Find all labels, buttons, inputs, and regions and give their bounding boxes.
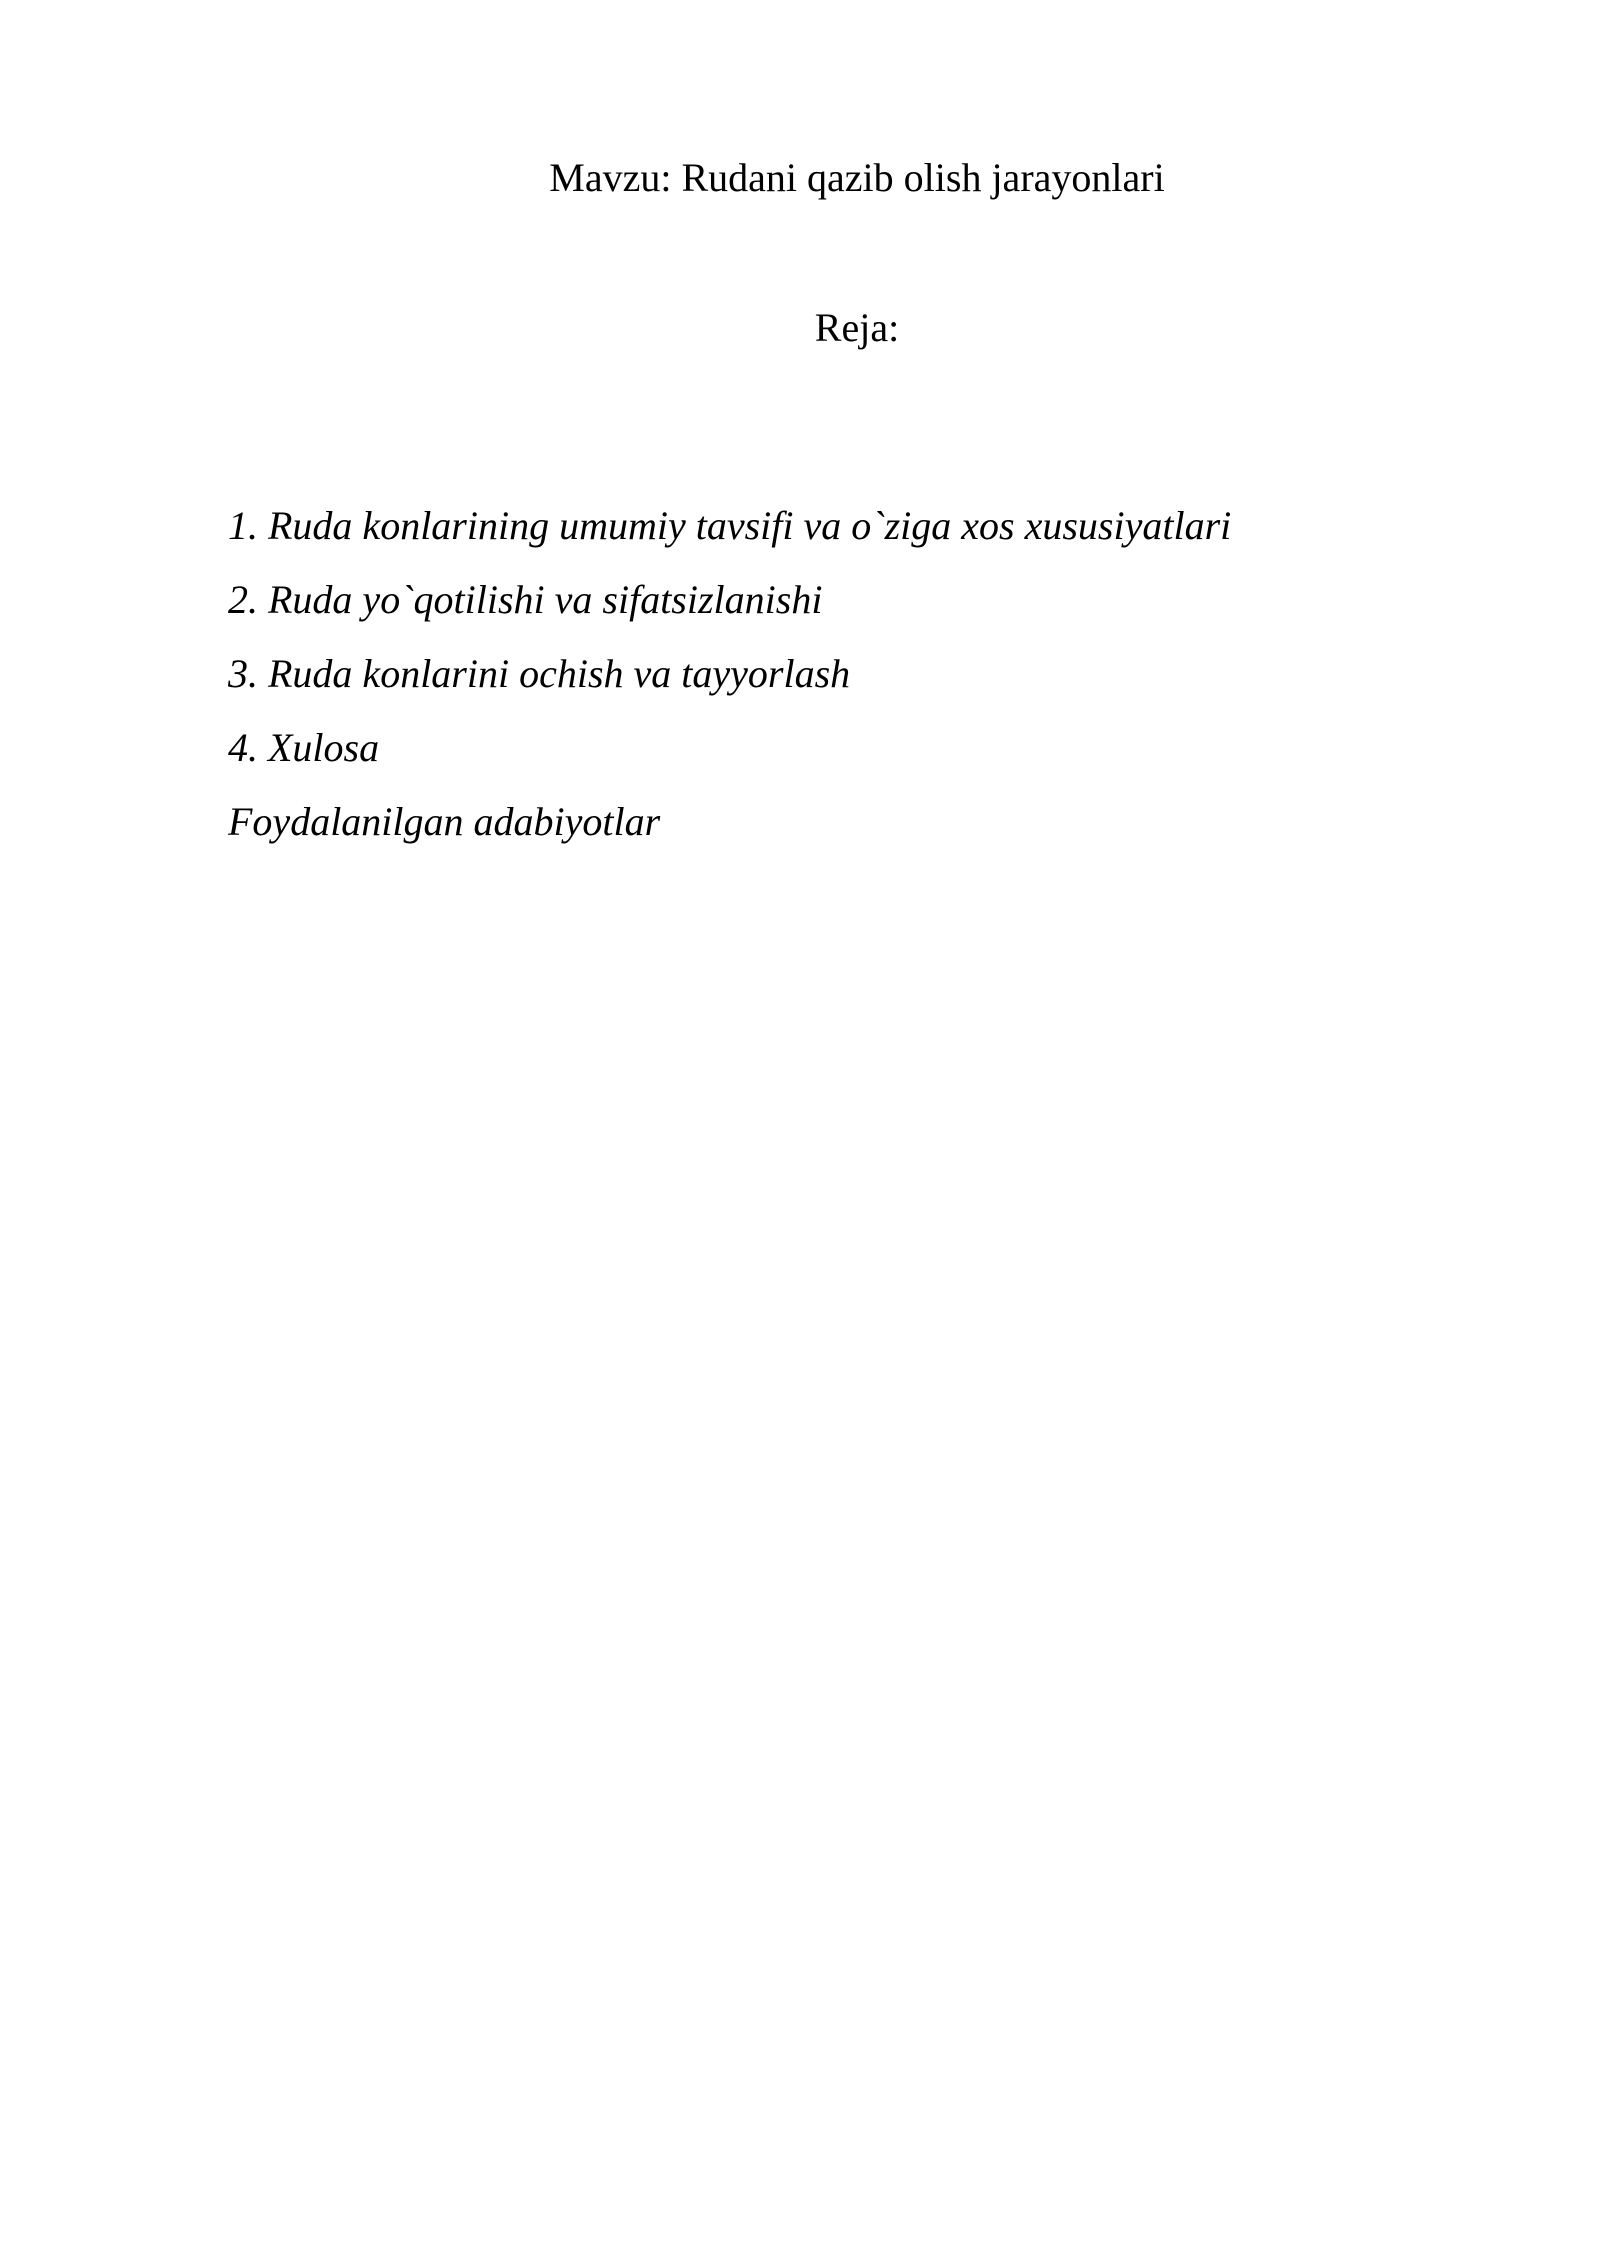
plan-item-references: Foydalanilgan adabiyotlar <box>228 799 661 844</box>
plan-item-3: 3. Ruda konlarini ochish va tayyorlash <box>228 651 851 696</box>
plan-item-1: 1. Ruda konlarining umumiy tavsifi va o`ziga xos xususiyatlari <box>228 503 1232 548</box>
plan-item-2: 2. Ruda yo`qotilishi va sifatsizlanishi <box>228 577 823 622</box>
plan-list <box>228 498 1231 868</box>
plan-heading: Reja: <box>814 305 900 350</box>
document-title: Mavzu: Rudani qazib olish jarayonlari <box>549 155 1165 200</box>
plan-item-4: 4. Xulosa <box>228 725 380 770</box>
